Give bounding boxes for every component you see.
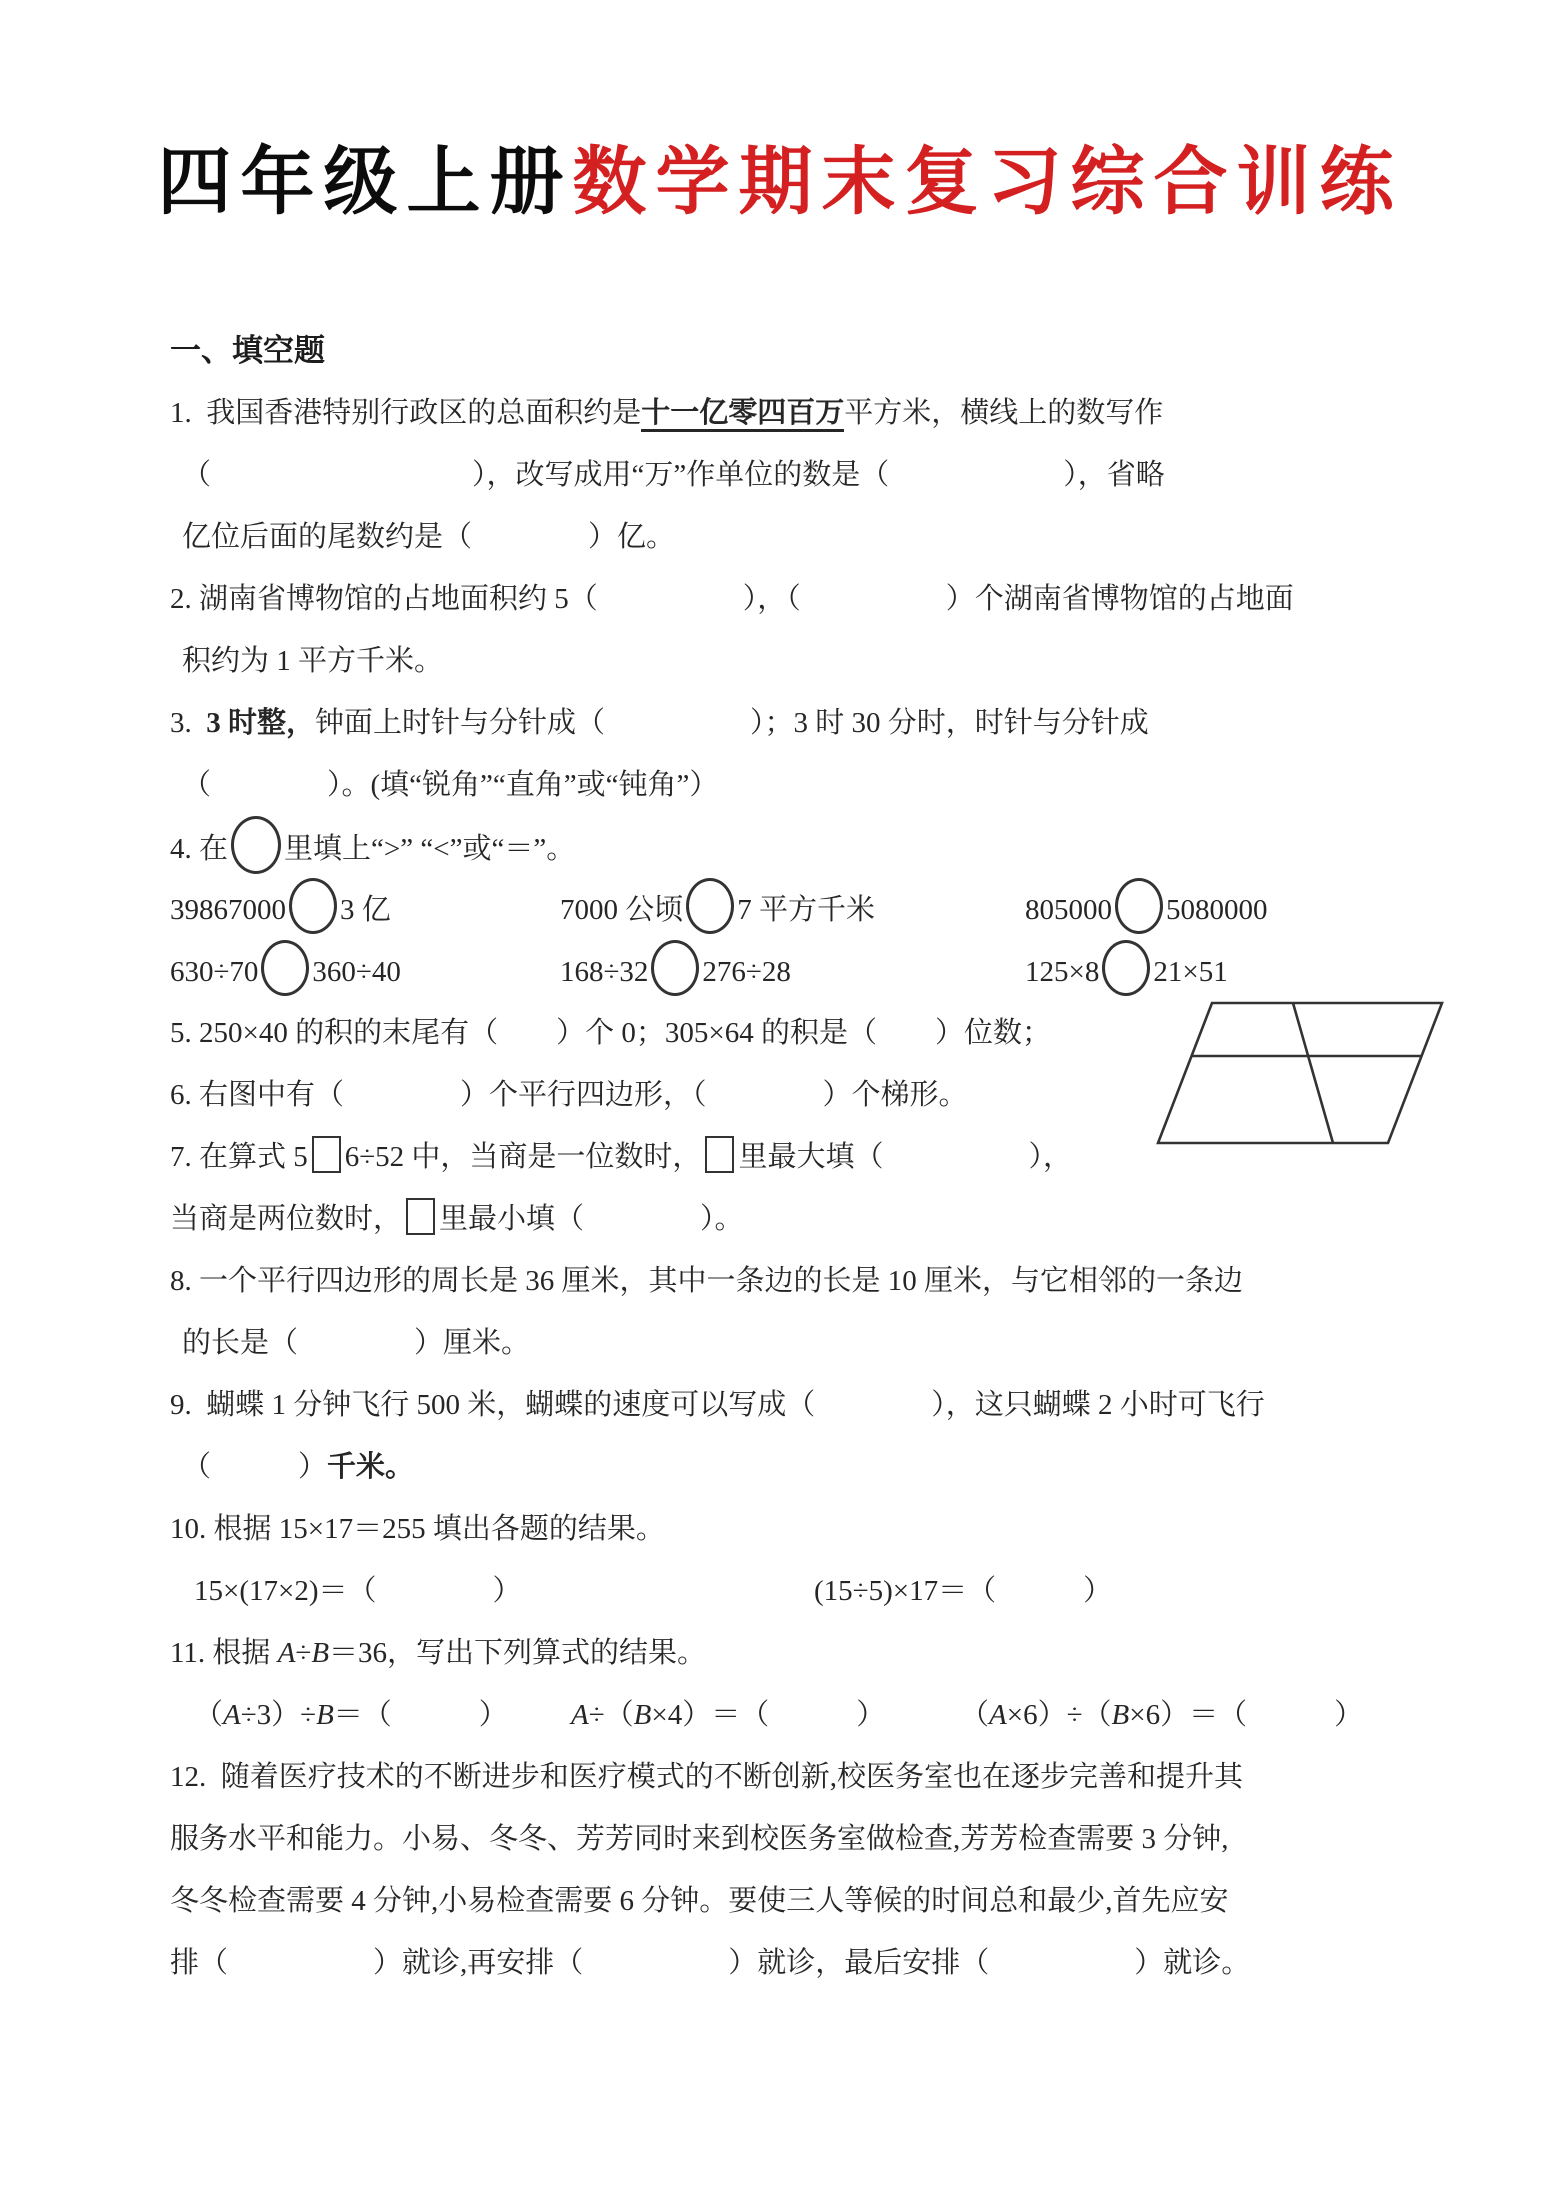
var-A: A — [571, 1699, 589, 1731]
right-value: 21×51 — [1153, 956, 1228, 988]
comparison-item — [1025, 878, 1460, 940]
question-8-line-2: 的长是（ ）厘米。 — [182, 1327, 531, 1359]
question-11-line-1 — [170, 1622, 1460, 1684]
q11-expression-2 — [571, 1684, 960, 1746]
var-B: B — [1111, 1699, 1130, 1731]
comparison-circle — [686, 878, 734, 934]
digit-box — [312, 1136, 341, 1173]
section-heading-fill-in-blanks: 一、填空题 — [170, 333, 325, 368]
question-3-line-2: （ ）。(填“锐角”“直角”或“钝角”） — [182, 769, 719, 801]
text: （ — [194, 1699, 224, 1731]
question-4-line-1 — [170, 816, 1460, 878]
title-grade-part: 四年级上册 — [157, 142, 573, 224]
question-10-line-2 — [170, 1560, 1460, 1622]
q3-text: 钟面上时针与分针成（ ）；3 时 30 分时，时针与分针成 — [315, 707, 1149, 739]
q4-text-post: 里填上“>” “<”或“＝”。 — [284, 833, 576, 865]
digit-box — [406, 1198, 435, 1235]
comparison-item — [170, 878, 560, 940]
q11-text-pre: 11. 根据 — [170, 1637, 278, 1669]
question-12-line-3: 冬冬检查需要 4 分钟,小易检查需要 6 分钟。要使三人等候的时间总和最少,首先应安 — [170, 1885, 1229, 1917]
title-subject-part: 数学期末复习综合训练 — [572, 142, 1403, 224]
question-2-line-2: 积约为 1 平方千米。 — [182, 645, 444, 677]
left-value: 805000 — [1025, 894, 1112, 926]
comparison-item — [560, 940, 1025, 1002]
page-title — [0, 0, 1560, 224]
question-11-line-2 — [170, 1684, 1460, 1746]
question-1-line-1 — [170, 382, 1460, 444]
var-A: A — [989, 1699, 1007, 1731]
comparison-circle — [289, 878, 337, 934]
var-B: B — [633, 1699, 652, 1731]
right-value: 5080000 — [1166, 894, 1268, 926]
text: ×6）÷（ — [1006, 1699, 1112, 1731]
left-value: 39867000 — [170, 894, 286, 926]
left-value: 125×8 — [1025, 956, 1100, 988]
q10-expression-2: (15÷5)×17＝（ ） — [814, 1575, 1113, 1607]
comparison-circle — [1115, 878, 1163, 934]
question-5-line-1: 5. 250×40 的积的末尾有（ ）个 0；305×64 的积是（ ）位数； — [170, 1017, 1051, 1049]
comparison-row-2 — [170, 940, 1460, 1002]
right-value: 7 平方千米 — [737, 894, 876, 926]
q7-text-c: 里最大填（ ）， — [738, 1141, 1072, 1173]
q7-text-d: 当商是两位数时， — [170, 1203, 403, 1235]
comparison-circle — [1102, 940, 1150, 996]
question-1-line-2: （ ），改写成用“万”作单位的数是（ ），省略 — [182, 459, 1165, 491]
comparison-item — [170, 940, 560, 1002]
q3-number: 3. — [170, 707, 207, 739]
q11-var-B: B — [311, 1637, 330, 1669]
comparison-item — [1025, 940, 1460, 1002]
q10-expression-1: 15×(17×2)＝（ ） — [194, 1575, 522, 1607]
question-9-line-2 — [170, 1436, 1460, 1498]
q1-underlined-number: 十一亿零四百万 — [641, 397, 844, 432]
parallelogram-diagram — [1152, 995, 1452, 1151]
question-7-line-2 — [170, 1188, 1460, 1250]
q11-expression-1 — [194, 1684, 571, 1746]
question-1-line-3: 亿位后面的尾数约是（ ）亿。 — [182, 521, 676, 553]
text: （ — [960, 1699, 990, 1731]
question-3-line-1 — [170, 692, 1460, 754]
question-8-line-1: 8. 一个平行四边形的周长是 36 厘米，其中一条边的长是 10 厘米，与它相邻的一条边 — [170, 1265, 1244, 1297]
q11-operator: ÷ — [295, 1637, 312, 1669]
var-B: B — [316, 1699, 334, 1731]
comparison-row-1 — [170, 878, 1460, 940]
text: ＝（ ） — [333, 1699, 508, 1731]
right-value: 3 亿 — [340, 894, 391, 926]
left-value: 7000 公顷 — [560, 894, 684, 926]
right-value: 360÷40 — [312, 956, 401, 988]
blank-circle — [231, 816, 281, 874]
question-12-line-2: 服务水平和能力。小易、冬冬、芳芳同时来到校医务室做检查,芳芳检查需要 3 分钟, — [170, 1823, 1229, 1855]
q7-text-e: 里最小填（ ）。 — [439, 1203, 744, 1235]
question-2-line-1: 2. 湖南省博物馆的占地面积约 5（ ），（ ）个湖南省博物馆的占地面 — [170, 583, 1294, 615]
q1-text-post: 平方米，横线上的数写作 — [844, 397, 1164, 429]
worksheet-body — [170, 320, 1460, 1994]
question-12-line-1: 12. 随着医疗技术的不断进步和医疗模式的不断创新,校医务室也在逐步完善和提升其 — [170, 1761, 1244, 1793]
var-A: A — [223, 1699, 241, 1731]
text: ×6）＝（ ） — [1129, 1699, 1364, 1731]
digit-box — [705, 1136, 734, 1173]
question-6-line-1: 6. 右图中有（ ）个平行四边形，（ ）个梯形。 — [170, 1079, 968, 1111]
q9-bold-unit: 千米。 — [327, 1451, 415, 1483]
left-value: 630÷70 — [170, 956, 259, 988]
q1-text-pre: 1. 我国香港特别行政区的总面积约是 — [170, 397, 642, 429]
q7-text-b: 6÷52 中，当商是一位数时， — [344, 1141, 702, 1173]
q9-blank: （ ） — [182, 1451, 328, 1483]
q11-var-A: A — [277, 1637, 296, 1669]
comparison-circle — [261, 940, 309, 996]
slanted-divider-line — [1293, 1003, 1333, 1143]
right-value: 276÷28 — [702, 956, 791, 988]
q11-text-post: ＝36，写出下列算式的结果。 — [329, 1637, 707, 1669]
comparison-item — [560, 878, 1025, 940]
text: ×4）＝（ ） — [651, 1699, 886, 1731]
question-12-line-4: 排（ ）就诊,再安排（ ）就诊，最后安排（ ）就诊。 — [170, 1947, 1251, 1979]
q7-text-a: 7. 在算式 5 — [170, 1141, 308, 1173]
q4-text-pre: 4. 在 — [170, 833, 229, 865]
left-value: 168÷32 — [560, 956, 649, 988]
question-9-line-1: 9. 蝴蝶 1 分钟飞行 500 米，蝴蝶的速度可以写成（ ），这只蝴蝶 2 小时可飞行 — [170, 1389, 1265, 1421]
q3-bold-time: 3 时整， — [206, 707, 316, 739]
comparison-circle — [651, 940, 699, 996]
question-10-line-1: 10. 根据 15×17＝255 填出各题的结果。 — [170, 1513, 665, 1545]
text: ÷3）÷ — [240, 1699, 317, 1731]
text: ÷（ — [588, 1699, 634, 1731]
geometry-figure — [1152, 995, 1452, 1156]
q11-expression-3 — [960, 1684, 1460, 1746]
